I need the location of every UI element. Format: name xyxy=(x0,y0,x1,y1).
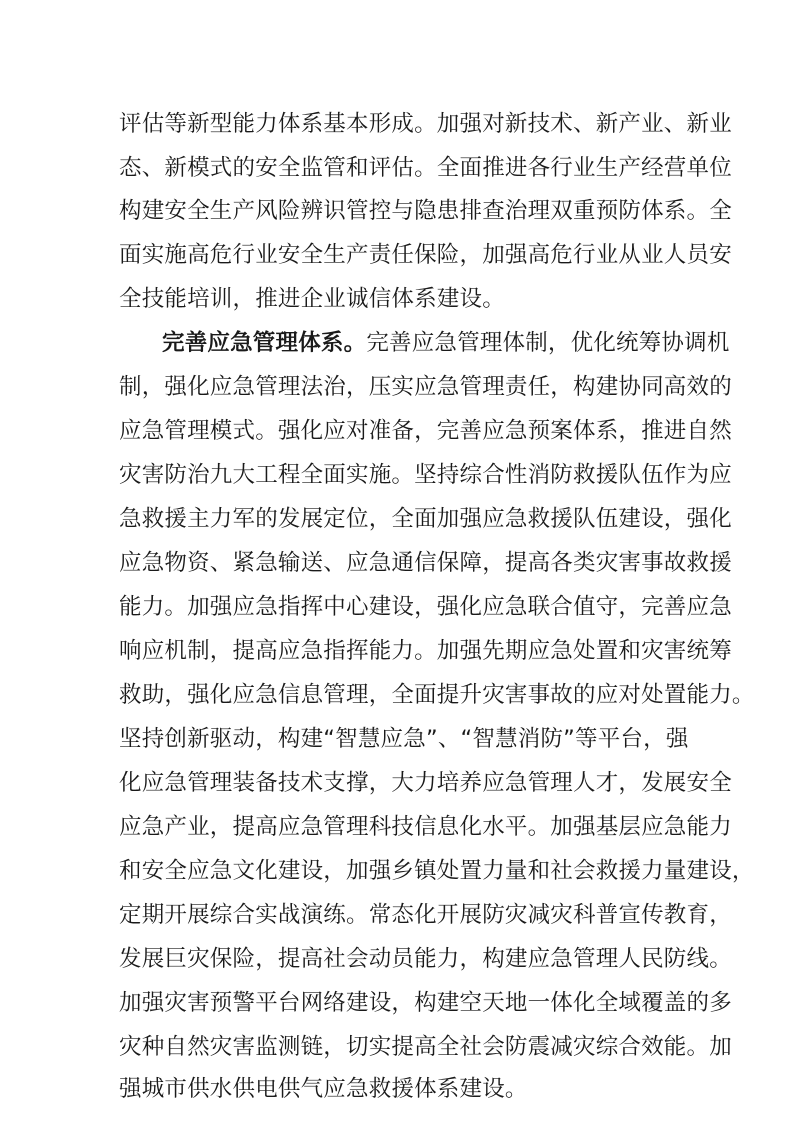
body-line: 急救援主力军的发展定位，全面加强应急救援队伍建设，强化 xyxy=(119,506,732,532)
body-line: 加强灾害预警平台网络建设，构建空天地一体化全域覆盖的多 xyxy=(119,990,732,1016)
body-line: 灾种自然灾害监测链，切实提高全社会防震减灾综合效能。加 xyxy=(119,1034,732,1060)
body-line: 响应机制，提高应急指挥能力。加强先期应急处置和灾害统筹 xyxy=(119,638,732,664)
body-line: 评估等新型能力体系基本形成。加强对新技术、新产业、新业 xyxy=(119,111,732,137)
section-heading: 完善应急管理体系。 xyxy=(162,330,367,356)
body-line: 应急管理模式。强化应对准备，完善应急预案体系，推进自然 xyxy=(119,418,732,444)
body-line: 能力。加强应急指挥中心建设，强化应急联合值守，完善应急 xyxy=(119,594,732,620)
body-line: 化应急管理装备技术支撑，大力培养应急管理人才，发展安全 xyxy=(119,770,732,796)
body-line: 坚持创新驱动，构建“智慧应急”、“智慧消防”等平台，强 xyxy=(119,726,689,752)
body-line: 灾害防治九大工程全面实施。坚持综合性消防救援队伍作为应 xyxy=(119,462,732,488)
body-line: 面实施高危行业安全生产责任保险，加强高危行业从业人员安 xyxy=(119,242,732,268)
body-line: 应急物资、紧急输送、应急通信保障，提高各类灾害事故救援 xyxy=(119,550,732,576)
body-line: 态、新模式的安全监管和评估。全面推进各行业生产经营单位 xyxy=(119,155,732,181)
section-first-line xyxy=(162,332,730,355)
body-line: 和安全应急文化建设，加强乡镇处置力量和社会救援力量建设， xyxy=(119,858,755,884)
body-line: 应急产业，提高应急管理科技信息化水平。加强基层应急能力 xyxy=(119,814,732,840)
body-line: 构建安全生产风险辨识管控与隐患排查治理双重预防体系。全 xyxy=(119,198,732,224)
body-line: 强城市供水供电供气应急救援体系建设。 xyxy=(119,1076,528,1102)
body-line: 制，强化应急管理法治，压实应急管理责任，构建协同高效的 xyxy=(119,374,732,400)
body-line: 定期开展综合实战演练。常态化开展防灾减灾科普宣传教育， xyxy=(119,902,732,928)
body-line: 全技能培训，推进企业诚信体系建设。 xyxy=(119,286,505,312)
body-line: 发展巨灾保险，提高社会动员能力，构建应急管理人民防线。 xyxy=(119,946,732,972)
body-line: 救助，强化应急信息管理，全面提升灾害事故的应对处置能力。 xyxy=(119,682,755,708)
section-first-line-text: 完善应急管理体制，优化统筹协调机 xyxy=(366,330,730,356)
